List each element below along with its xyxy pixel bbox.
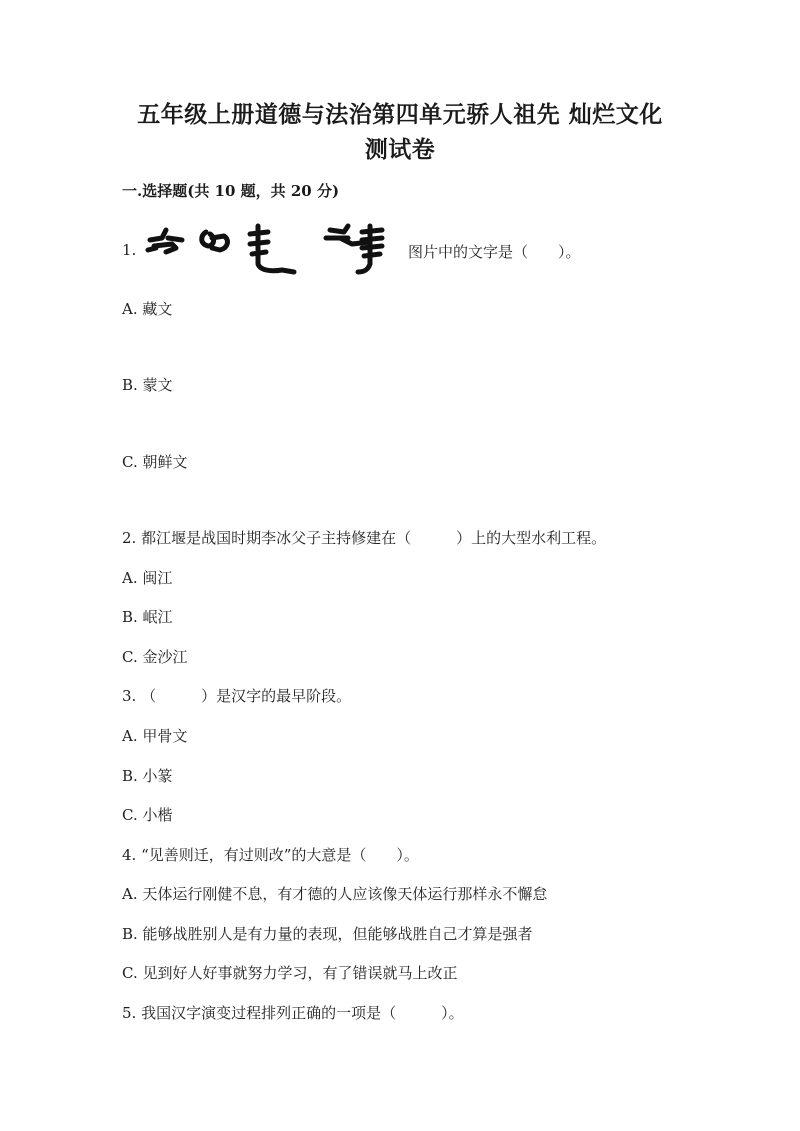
page-title-line2: 测试卷 bbox=[364, 136, 436, 163]
question-5-text: 5. 我国汉字演变过程排列正确的一项是（ ）。 bbox=[122, 1004, 464, 1022]
q2-option-b: B. 岷江 bbox=[122, 608, 173, 626]
q3-option-b: B. 小篆 bbox=[122, 767, 173, 785]
q1-option-b: B. 蒙文 bbox=[122, 376, 173, 394]
q3-option-a: A. 甲骨文 bbox=[122, 727, 188, 745]
question-1-text: 图片中的文字是（ ）。 bbox=[408, 243, 581, 261]
page-title-line1: 五年级上册道德与法治第四单元骄人祖先 灿烂文化 bbox=[137, 101, 663, 128]
q1-option-a: A. 藏文 bbox=[122, 300, 173, 318]
q4-option-a: A. 天体运行刚健不息，有才德的人应该像天体运行那样永不懈怠 bbox=[122, 885, 548, 903]
mongolian-script-image bbox=[142, 220, 394, 278]
q2-option-a: A. 闽江 bbox=[122, 569, 173, 587]
q4-option-b: B. 能够战胜别人是有力量的表现，但能够战胜自己才算是强者 bbox=[122, 925, 533, 943]
section-heading: 一.选择题(共 10 题，共 20 分) bbox=[122, 182, 340, 200]
q2-option-c: C. 金沙江 bbox=[122, 648, 188, 666]
question-3-text: 3. （ ）是汉字的最早阶段。 bbox=[122, 687, 352, 705]
q3-option-c: C. 小楷 bbox=[122, 806, 173, 824]
q4-option-c: C. 见到好人好事就努力学习，有了错误就马上改正 bbox=[122, 964, 458, 982]
question-1-number: 1. bbox=[122, 241, 137, 259]
question-2-text: 2. 都江堰是战国时期李冰父子主持修建在（ ）上的大型水利工程。 bbox=[122, 529, 607, 547]
question-4-text: 4. “见善则迁，有过则改”的大意是（ ）。 bbox=[122, 846, 419, 864]
q1-option-c: C. 朝鲜文 bbox=[122, 453, 188, 471]
